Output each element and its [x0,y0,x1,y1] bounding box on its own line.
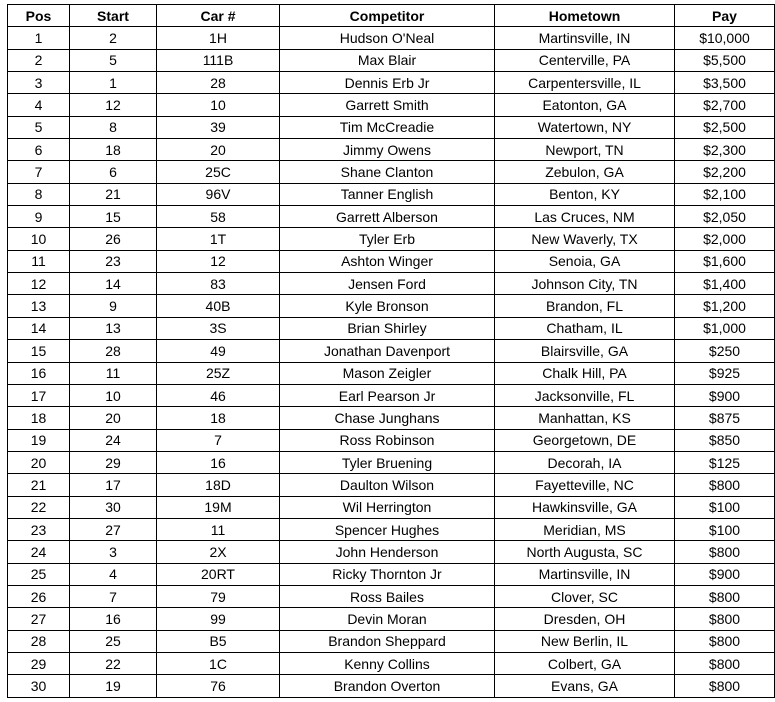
competitor-cell: Jonathan Davenport [280,340,495,362]
hometown-cell: Newport, TN [495,139,675,161]
start-cell: 11 [70,362,157,384]
table-row [8,630,775,652]
start-cell: 1 [70,72,157,94]
hometown-cell: Zebulon, GA [495,161,675,183]
hometown-cell: Johnson City, TN [495,273,675,295]
competitor-cell: Jimmy Owens [280,139,495,161]
pos-cell: 10 [8,228,70,250]
table-row [8,250,775,272]
pay-cell: $5,500 [675,49,775,71]
car-number-cell: 18D [157,474,280,496]
hometown-cell: Watertown, NY [495,116,675,138]
competitor-cell: Garrett Smith [280,94,495,116]
start-cell: 22 [70,652,157,674]
pos-cell: 4 [8,94,70,116]
pay-cell: $10,000 [675,27,775,49]
table-row [8,518,775,540]
pos-cell: 27 [8,608,70,630]
table-row [8,362,775,384]
car-number-cell: 1T [157,228,280,250]
start-cell: 16 [70,608,157,630]
hometown-cell: Fayetteville, NC [495,474,675,496]
start-cell: 19 [70,675,157,697]
start-cell: 24 [70,429,157,451]
hometown-cell: Martinsville, IN [495,27,675,49]
car-number-cell: 19M [157,496,280,518]
pos-cell: 16 [8,362,70,384]
table-row [8,652,775,674]
pay-cell: $2,100 [675,183,775,205]
start-cell: 26 [70,228,157,250]
header-car-number: Car # [157,5,280,27]
hometown-cell: Decorah, IA [495,451,675,473]
hometown-cell: Brandon, FL [495,295,675,317]
pay-cell: $800 [675,585,775,607]
car-number-cell: 3S [157,317,280,339]
competitor-cell: Daulton Wilson [280,474,495,496]
pay-cell: $800 [675,541,775,563]
car-number-cell: 1H [157,27,280,49]
pay-cell: $800 [675,675,775,697]
pos-cell: 9 [8,206,70,228]
start-cell: 15 [70,206,157,228]
pay-cell: $800 [675,474,775,496]
hometown-cell: Carpentersville, IL [495,72,675,94]
competitor-cell: Tyler Bruening [280,451,495,473]
competitor-cell: Devin Moran [280,608,495,630]
header-competitor: Competitor [280,5,495,27]
competitor-cell: Ross Bailes [280,585,495,607]
start-cell: 20 [70,407,157,429]
hometown-cell: Jacksonville, FL [495,384,675,406]
car-number-cell: 83 [157,273,280,295]
start-cell: 21 [70,183,157,205]
hometown-cell: Blairsville, GA [495,340,675,362]
hometown-cell: Colbert, GA [495,652,675,674]
car-number-cell: 25Z [157,362,280,384]
car-number-cell: 20RT [157,563,280,585]
pay-cell: $850 [675,429,775,451]
hometown-cell: Manhattan, KS [495,407,675,429]
table-row [8,94,775,116]
pay-cell: $100 [675,496,775,518]
table-row [8,407,775,429]
pos-cell: 24 [8,541,70,563]
car-number-cell: 20 [157,139,280,161]
car-number-cell: 76 [157,675,280,697]
car-number-cell: 11 [157,518,280,540]
hometown-cell: New Berlin, IL [495,630,675,652]
pos-cell: 23 [8,518,70,540]
pay-cell: $875 [675,407,775,429]
competitor-cell: Chase Junghans [280,407,495,429]
competitor-cell: Kenny Collins [280,652,495,674]
pay-cell: $2,300 [675,139,775,161]
pos-cell: 5 [8,116,70,138]
hometown-cell: Eatonton, GA [495,94,675,116]
table-row [8,273,775,295]
pay-cell: $2,000 [675,228,775,250]
start-cell: 27 [70,518,157,540]
table-row [8,183,775,205]
car-number-cell: 40B [157,295,280,317]
pos-cell: 29 [8,652,70,674]
table-row [8,451,775,473]
hometown-cell: Georgetown, DE [495,429,675,451]
pay-cell: $900 [675,563,775,585]
car-number-cell: 12 [157,250,280,272]
start-cell: 6 [70,161,157,183]
table-row [8,563,775,585]
pos-cell: 12 [8,273,70,295]
pos-cell: 2 [8,49,70,71]
pay-cell: $1,600 [675,250,775,272]
car-number-cell: 111B [157,49,280,71]
competitor-cell: Mason Zeigler [280,362,495,384]
table-row [8,27,775,49]
car-number-cell: 39 [157,116,280,138]
results-table [7,4,775,698]
hometown-cell: Meridian, MS [495,518,675,540]
pay-cell: $800 [675,630,775,652]
header-hometown: Hometown [495,5,675,27]
hometown-cell: Evans, GA [495,675,675,697]
competitor-cell: Jensen Ford [280,273,495,295]
start-cell: 17 [70,474,157,496]
start-cell: 9 [70,295,157,317]
pay-cell: $250 [675,340,775,362]
pos-cell: 25 [8,563,70,585]
hometown-cell: New Waverly, TX [495,228,675,250]
competitor-cell: Shane Clanton [280,161,495,183]
hometown-cell: North Augusta, SC [495,541,675,563]
pos-cell: 18 [8,407,70,429]
pos-cell: 3 [8,72,70,94]
table-row [8,496,775,518]
table-row [8,541,775,563]
competitor-cell: Tim McCreadie [280,116,495,138]
pos-cell: 30 [8,675,70,697]
table-row [8,317,775,339]
car-number-cell: 58 [157,206,280,228]
competitor-cell: Tanner English [280,183,495,205]
start-cell: 7 [70,585,157,607]
pos-cell: 8 [8,183,70,205]
pos-cell: 6 [8,139,70,161]
pos-cell: 19 [8,429,70,451]
competitor-cell: Dennis Erb Jr [280,72,495,94]
pos-cell: 15 [8,340,70,362]
header-pos: Pos [8,5,70,27]
pos-cell: 28 [8,630,70,652]
table-row [8,675,775,697]
competitor-cell: Earl Pearson Jr [280,384,495,406]
start-cell: 14 [70,273,157,295]
pay-cell: $800 [675,652,775,674]
start-cell: 29 [70,451,157,473]
pos-cell: 26 [8,585,70,607]
pay-cell: $125 [675,451,775,473]
table-row [8,116,775,138]
results-body [8,27,775,697]
competitor-cell: Kyle Bronson [280,295,495,317]
table-row [8,384,775,406]
competitor-cell: Spencer Hughes [280,518,495,540]
pay-cell: $800 [675,608,775,630]
pay-cell: $925 [675,362,775,384]
pay-cell: $1,200 [675,295,775,317]
pay-cell: $2,500 [675,116,775,138]
pos-cell: 21 [8,474,70,496]
car-number-cell: 49 [157,340,280,362]
start-cell: 28 [70,340,157,362]
pos-cell: 22 [8,496,70,518]
pay-cell: $100 [675,518,775,540]
car-number-cell: 25C [157,161,280,183]
table-row [8,474,775,496]
pay-cell: $2,700 [675,94,775,116]
start-cell: 3 [70,541,157,563]
start-cell: 23 [70,250,157,272]
start-cell: 10 [70,384,157,406]
table-row [8,585,775,607]
pos-cell: 20 [8,451,70,473]
competitor-cell: Hudson O'Neal [280,27,495,49]
table-row [8,161,775,183]
car-number-cell: 10 [157,94,280,116]
start-cell: 2 [70,27,157,49]
car-number-cell: 16 [157,451,280,473]
header-row [8,5,775,27]
hometown-cell: Hawkinsville, GA [495,496,675,518]
car-number-cell: 99 [157,608,280,630]
car-number-cell: B5 [157,630,280,652]
pay-cell: $3,500 [675,72,775,94]
competitor-cell: Ashton Winger [280,250,495,272]
competitor-cell: Tyler Erb [280,228,495,250]
header-start: Start [70,5,157,27]
car-number-cell: 96V [157,183,280,205]
competitor-cell: Brian Shirley [280,317,495,339]
car-number-cell: 28 [157,72,280,94]
table-row [8,429,775,451]
start-cell: 8 [70,116,157,138]
hometown-cell: Las Cruces, NM [495,206,675,228]
pos-cell: 14 [8,317,70,339]
pos-cell: 17 [8,384,70,406]
start-cell: 12 [70,94,157,116]
competitor-cell: Ricky Thornton Jr [280,563,495,585]
competitor-cell: Wil Herrington [280,496,495,518]
table-row [8,295,775,317]
hometown-cell: Clover, SC [495,585,675,607]
pay-cell: $2,050 [675,206,775,228]
header-pay: Pay [675,5,775,27]
table-row [8,49,775,71]
start-cell: 13 [70,317,157,339]
competitor-cell: Brandon Overton [280,675,495,697]
table-row [8,340,775,362]
car-number-cell: 18 [157,407,280,429]
competitor-cell: Garrett Alberson [280,206,495,228]
start-cell: 25 [70,630,157,652]
pay-cell: $1,000 [675,317,775,339]
hometown-cell: Benton, KY [495,183,675,205]
car-number-cell: 2X [157,541,280,563]
table-row [8,608,775,630]
hometown-cell: Centerville, PA [495,49,675,71]
car-number-cell: 79 [157,585,280,607]
table-row [8,72,775,94]
pos-cell: 11 [8,250,70,272]
start-cell: 18 [70,139,157,161]
hometown-cell: Chatham, IL [495,317,675,339]
pay-cell: $2,200 [675,161,775,183]
pay-cell: $1,400 [675,273,775,295]
pos-cell: 13 [8,295,70,317]
pos-cell: 1 [8,27,70,49]
competitor-cell: Ross Robinson [280,429,495,451]
pos-cell: 7 [8,161,70,183]
table-row [8,228,775,250]
table-row [8,139,775,161]
competitor-cell: Max Blair [280,49,495,71]
table-row [8,206,775,228]
start-cell: 30 [70,496,157,518]
car-number-cell: 46 [157,384,280,406]
hometown-cell: Senoia, GA [495,250,675,272]
start-cell: 5 [70,49,157,71]
start-cell: 4 [70,563,157,585]
car-number-cell: 7 [157,429,280,451]
hometown-cell: Martinsville, IN [495,563,675,585]
hometown-cell: Dresden, OH [495,608,675,630]
competitor-cell: Brandon Sheppard [280,630,495,652]
hometown-cell: Chalk Hill, PA [495,362,675,384]
pay-cell: $900 [675,384,775,406]
competitor-cell: John Henderson [280,541,495,563]
car-number-cell: 1C [157,652,280,674]
